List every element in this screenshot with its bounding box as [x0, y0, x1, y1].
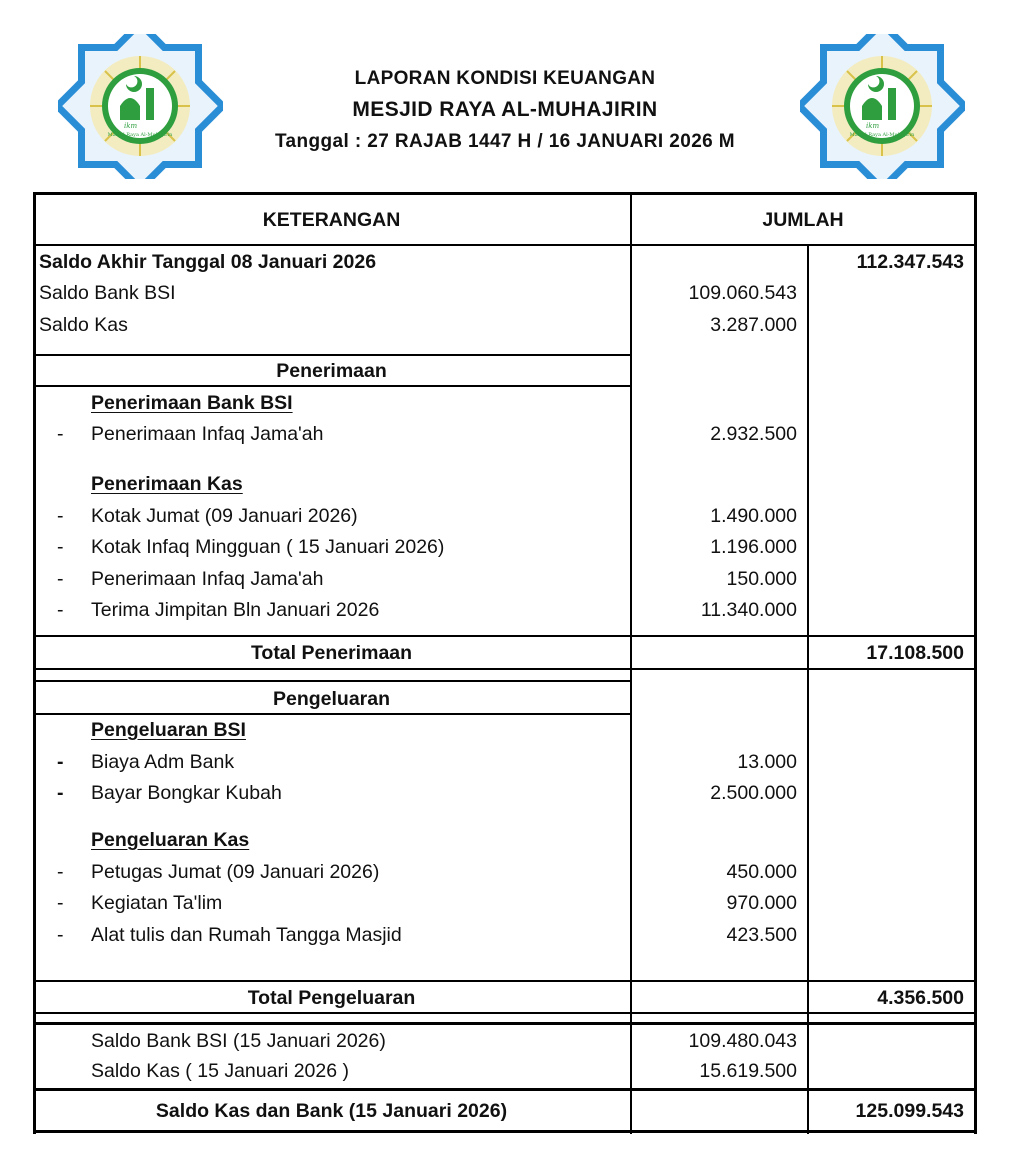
list-item-dash: - — [57, 423, 64, 445]
opening-bank-label: Saldo Bank BSI — [39, 282, 176, 304]
income-item-value: 1.490.000 — [710, 505, 797, 527]
border-right — [974, 192, 977, 1134]
income-item-value: 2.932.500 — [710, 423, 797, 445]
list-item-dash: - — [57, 751, 64, 773]
expense-item-value: 970.000 — [726, 892, 797, 914]
mosque-logo-right — [800, 34, 965, 179]
expense-item-label: Kegiatan Ta'lim — [91, 892, 223, 914]
expense-item-value: 450.000 — [726, 861, 797, 883]
income-item-label: Penerimaan Infaq Jama'ah — [91, 568, 324, 590]
income-total-top — [33, 635, 977, 637]
closing-divider — [33, 1088, 977, 1091]
income-total-bottom — [33, 668, 977, 670]
income-box-top — [33, 354, 632, 356]
income-total-value: 17.108.500 — [866, 642, 964, 664]
income-box-bottom — [33, 385, 632, 387]
expense-cash-heading: Pengeluaran Kas — [91, 829, 250, 851]
income-total-label: Total Penerimaan — [250, 642, 413, 664]
mosque-logo-left — [58, 34, 223, 179]
list-item-dash: - — [57, 782, 64, 804]
list-item-dash: - — [57, 924, 64, 946]
income-cash-heading: Penerimaan Kas — [91, 473, 243, 495]
expense-item-value: 2.500.000 — [710, 782, 797, 804]
border-bottom — [33, 1130, 977, 1133]
svg-text:ikm: ikm — [124, 122, 138, 130]
closing-cash-label: Saldo Kas ( 15 Januari 2026 ) — [91, 1060, 349, 1082]
expense-bank-heading: Pengeluaran BSI — [91, 719, 246, 741]
list-item-dash: - — [57, 861, 64, 883]
expense-item-label: Alat tulis dan Rumah Tangga Masjid — [91, 924, 402, 946]
column-header-keterangan: KETERANGAN — [262, 209, 401, 231]
mosque-name: MESJID RAYA AL-MUHAJIRIN — [352, 98, 658, 121]
svg-text:ikm: ikm — [866, 122, 880, 130]
expense-total-value: 4.356.500 — [877, 987, 964, 1009]
expense-total-top — [33, 980, 977, 982]
svg-text:Masjid Raya Al-Muhajirin: Masjid Raya Al-Muhajirin — [849, 132, 915, 138]
expense-item-value: 423.500 — [726, 924, 797, 946]
income-item-value: 150.000 — [726, 568, 797, 590]
report-title: LAPORAN KONDISI KEUANGAN — [354, 68, 656, 89]
list-item-dash: - — [57, 505, 64, 527]
opening-cash-value: 3.287.000 — [710, 314, 797, 336]
income-item-label: Kotak Infaq Mingguan ( 15 Januari 2026) — [91, 536, 445, 558]
header-divider — [33, 244, 977, 246]
report-header — [200, 64, 810, 158]
income-item-value: 11.340.000 — [700, 599, 797, 621]
income-section-title: Penerimaan — [276, 360, 387, 382]
closing-top — [33, 1022, 977, 1025]
income-item-label: Penerimaan Infaq Jama'ah — [91, 423, 324, 445]
finance-report-table — [33, 192, 977, 1134]
expense-item-label: Biaya Adm Bank — [91, 751, 235, 773]
income-bank-heading: Penerimaan Bank BSI — [91, 392, 293, 414]
border-top — [33, 192, 977, 195]
report-date: Tanggal : 27 RAJAB 1447 H / 16 JANUARI 2026 M — [274, 131, 736, 152]
closing-total-value: 125.099.543 — [855, 1100, 964, 1122]
list-item-dash: - — [57, 892, 64, 914]
expense-item-label: Bayar Bongkar Kubah — [91, 782, 282, 804]
expense-total-label: Total Pengeluaran — [247, 987, 416, 1009]
opening-cash-label: Saldo Kas — [39, 314, 128, 336]
list-item-dash: - — [57, 568, 64, 590]
column-header-jumlah: JUMLAH — [762, 209, 844, 231]
income-item-value: 1.196.000 — [710, 536, 797, 558]
expense-box-top — [33, 680, 632, 682]
income-item-label: Kotak Jumat (09 Januari 2026) — [91, 505, 358, 527]
closing-bank-label: Saldo Bank BSI (15 Januari 2026) — [91, 1030, 386, 1052]
closing-cash-value: 15.619.500 — [699, 1060, 797, 1082]
opening-bank-value: 109.060.543 — [688, 282, 797, 304]
expense-section-title: Pengeluaran — [272, 688, 391, 710]
closing-total-label: Saldo Kas dan Bank (15 Januari 2026) — [155, 1100, 508, 1122]
expense-box-bottom — [33, 713, 632, 715]
expense-item-label: Petugas Jumat (09 Januari 2026) — [91, 861, 380, 883]
list-item-dash: - — [57, 536, 64, 558]
opening-balance-total: 112.347.543 — [856, 251, 964, 273]
income-item-label: Terima Jimpitan Bln Januari 2026 — [91, 599, 380, 621]
expense-total-bottom — [33, 1012, 977, 1014]
expense-item-value: 13.000 — [737, 751, 797, 773]
opening-balance-label: Saldo Akhir Tanggal 08 Januari 2026 — [39, 251, 377, 273]
list-item-dash: - — [57, 599, 64, 621]
svg-text:Masjid Raya Al-Muhajirin: Masjid Raya Al-Muhajirin — [107, 132, 173, 138]
closing-bank-value: 109.480.043 — [688, 1030, 797, 1052]
